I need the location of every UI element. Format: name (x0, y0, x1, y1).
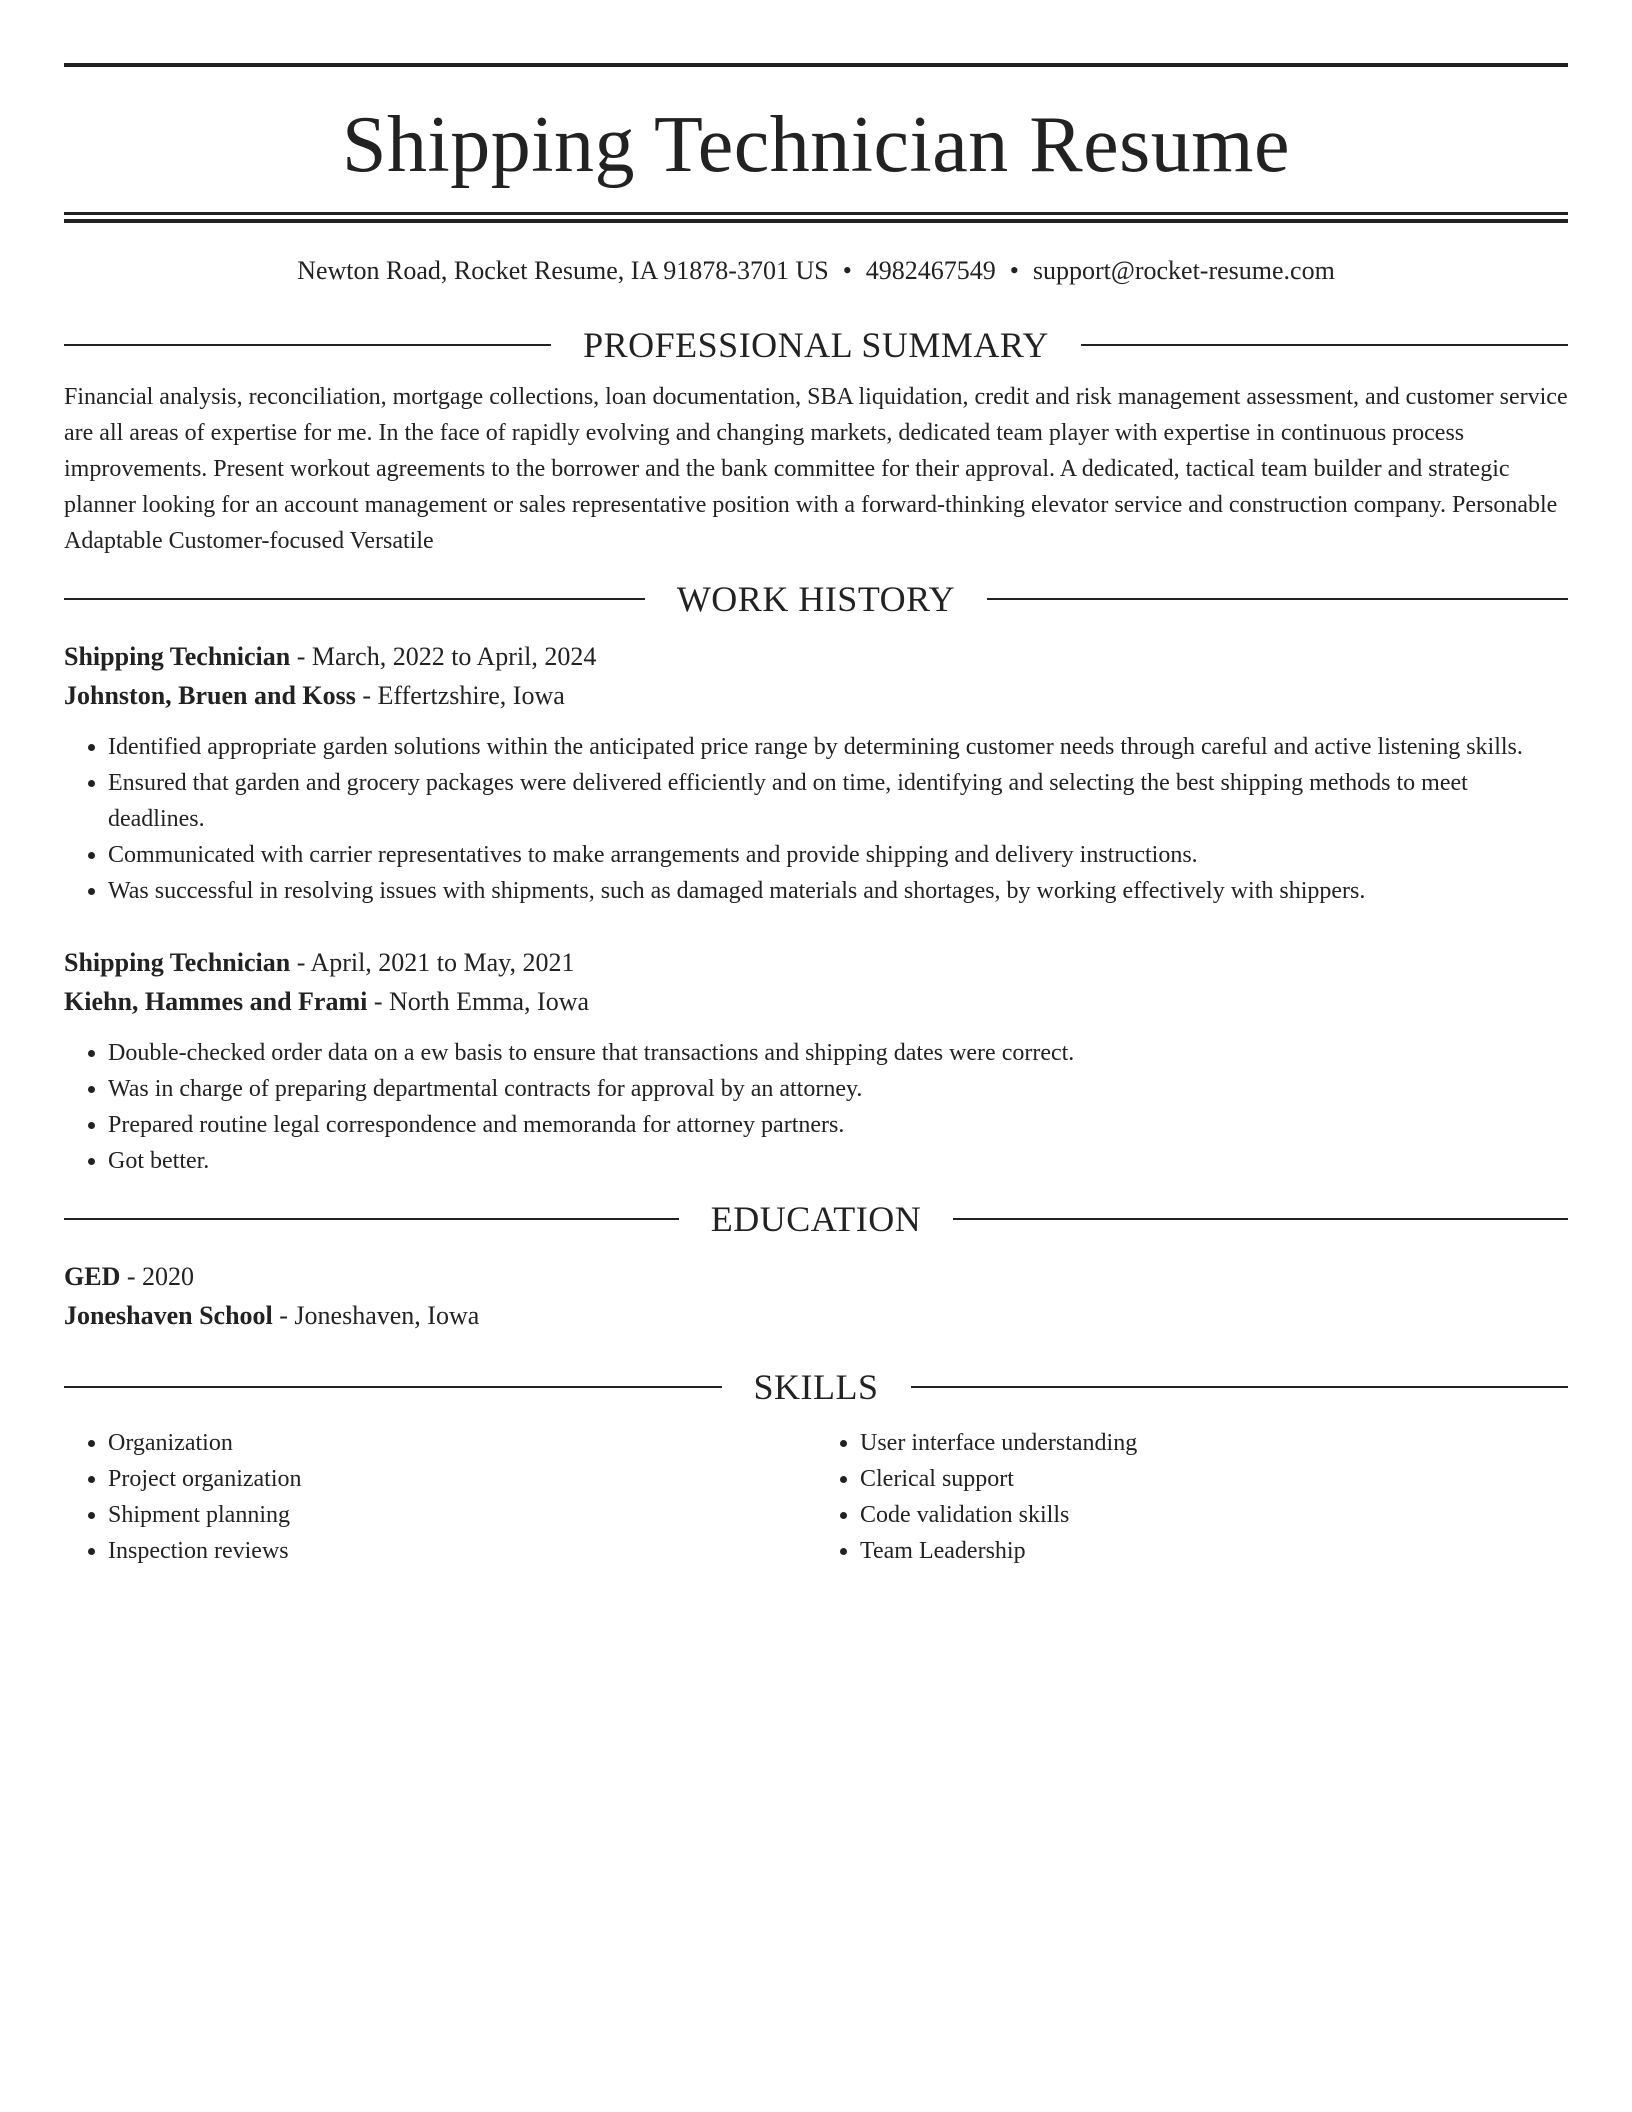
job-title: Shipping Technician (64, 948, 291, 977)
education-degree-line (64, 1257, 1568, 1296)
job-title: Shipping Technician (64, 642, 291, 671)
contact-line (64, 255, 1568, 287)
job-company: Kiehn, Hammes and Frami (64, 987, 368, 1016)
section-title-skills: SKILLS (753, 1367, 879, 1407)
skill-item: • Shipment planning (108, 1497, 816, 1533)
job-bullet: • Was in charge of preparing departmental contracts for approval by an attorney. (108, 1071, 1568, 1107)
contact-email: support@rocket-resume.com (1032, 256, 1335, 285)
job-bullet: • Ensured that garden and grocery packages were delivered efficiently and on time, identifying and selecting the best shipping methods to meet deadlines. (108, 765, 1568, 837)
education-entry (64, 1257, 1568, 1335)
title-double-rule (64, 212, 1568, 223)
skill-item: • Code validation skills (860, 1497, 1568, 1533)
section-header-summary (64, 323, 1568, 367)
skill-item: • Team Leadership (860, 1533, 1568, 1569)
job-location: - Effertzshire, Iowa (355, 681, 565, 710)
section-rule-left (64, 1386, 722, 1388)
education-school-line (64, 1296, 1568, 1335)
job-bullets (64, 1035, 1568, 1179)
job-title-line (64, 637, 1568, 676)
job-bullets (64, 729, 1568, 909)
contact-separator: • (1009, 256, 1019, 285)
job-bullet: • Identified appropriate garden solutions within the anticipated price range by determining customer needs through careful and active listening skills. (108, 729, 1568, 765)
skill-item: • Organization (108, 1425, 816, 1461)
section-rule-right (1081, 344, 1568, 346)
job-dates: - March, 2022 to April, 2024 (290, 642, 597, 671)
job-company: Johnston, Bruen and Koss (64, 681, 356, 710)
top-rule (64, 63, 1568, 67)
skill-item: • Project organization (108, 1461, 816, 1497)
job-bullet: • Prepared routine legal correspondence and memoranda for attorney partners. (108, 1107, 1568, 1143)
job-dates: - April, 2021 to May, 2021 (290, 948, 575, 977)
section-rule-left (64, 344, 551, 346)
skills-columns (64, 1425, 1568, 1569)
education-location: - Joneshaven, Iowa (272, 1301, 480, 1330)
section-header-education (64, 1197, 1568, 1241)
job-company-line (64, 982, 1568, 1021)
skills-list-left (64, 1425, 816, 1569)
contact-address: Newton Road, Rocket Resume, IA 91878-3701 US (297, 256, 829, 285)
job-bullet: • Got better. (108, 1143, 1568, 1179)
skill-item: • Clerical support (860, 1461, 1568, 1497)
section-title-work: WORK HISTORY (676, 579, 956, 619)
job-location: - North Emma, Iowa (367, 987, 590, 1016)
section-rule-right (953, 1218, 1568, 1220)
education-school: Joneshaven School (64, 1301, 273, 1330)
skills-list-right (816, 1425, 1568, 1569)
skill-item: • Inspection reviews (108, 1533, 816, 1569)
section-rule-left (64, 1218, 679, 1220)
education-degree: GED (64, 1262, 121, 1291)
section-rule-right (987, 598, 1568, 600)
skill-item: • User interface understanding (860, 1425, 1568, 1461)
section-rule-left (64, 598, 645, 600)
job-bullet: • Communicated with carrier representatives to make arrangements and provide shipping and delivery instructions. (108, 837, 1568, 873)
education-year: - 2020 (120, 1262, 195, 1291)
section-title-education: EDUCATION (710, 1199, 922, 1239)
contact-phone: 4982467549 (865, 256, 996, 285)
summary-text: Financial analysis, reconciliation, mortgage collections, loan documentation, SBA liquidation, credit and risk management assessment, and customer service are all areas of expertise for me. In the face of rapidly evolving and changing markets, dedicated team player with expertise in continuous process improvements. Present workout agreements to the borrower and the bank committee for their approval. A dedicated, tactical team builder and strategic planner looking for an account management or sales representative position with a forward-thinking elevator service and construction company. Personable Adaptable Customer-focused Versatile (64, 384, 1568, 554)
job-company-line (64, 676, 1568, 715)
job-entry (64, 943, 1568, 1179)
job-title-line (64, 943, 1568, 982)
section-title-summary: PROFESSIONAL SUMMARY (583, 325, 1049, 365)
section-header-skills (64, 1365, 1568, 1409)
section-rule-right (911, 1386, 1569, 1388)
section-header-work (64, 577, 1568, 621)
job-bullet: • Double-checked order data on a ew basis to ensure that transactions and shipping dates were correct. (108, 1035, 1568, 1071)
job-entry (64, 637, 1568, 909)
contact-separator: • (842, 256, 852, 285)
job-bullet: • Was successful in resolving issues with shipments, such as damaged materials and shortages, by working effectively with shippers. (108, 873, 1568, 909)
resume-title: Shipping Technician Resume (342, 101, 1290, 189)
